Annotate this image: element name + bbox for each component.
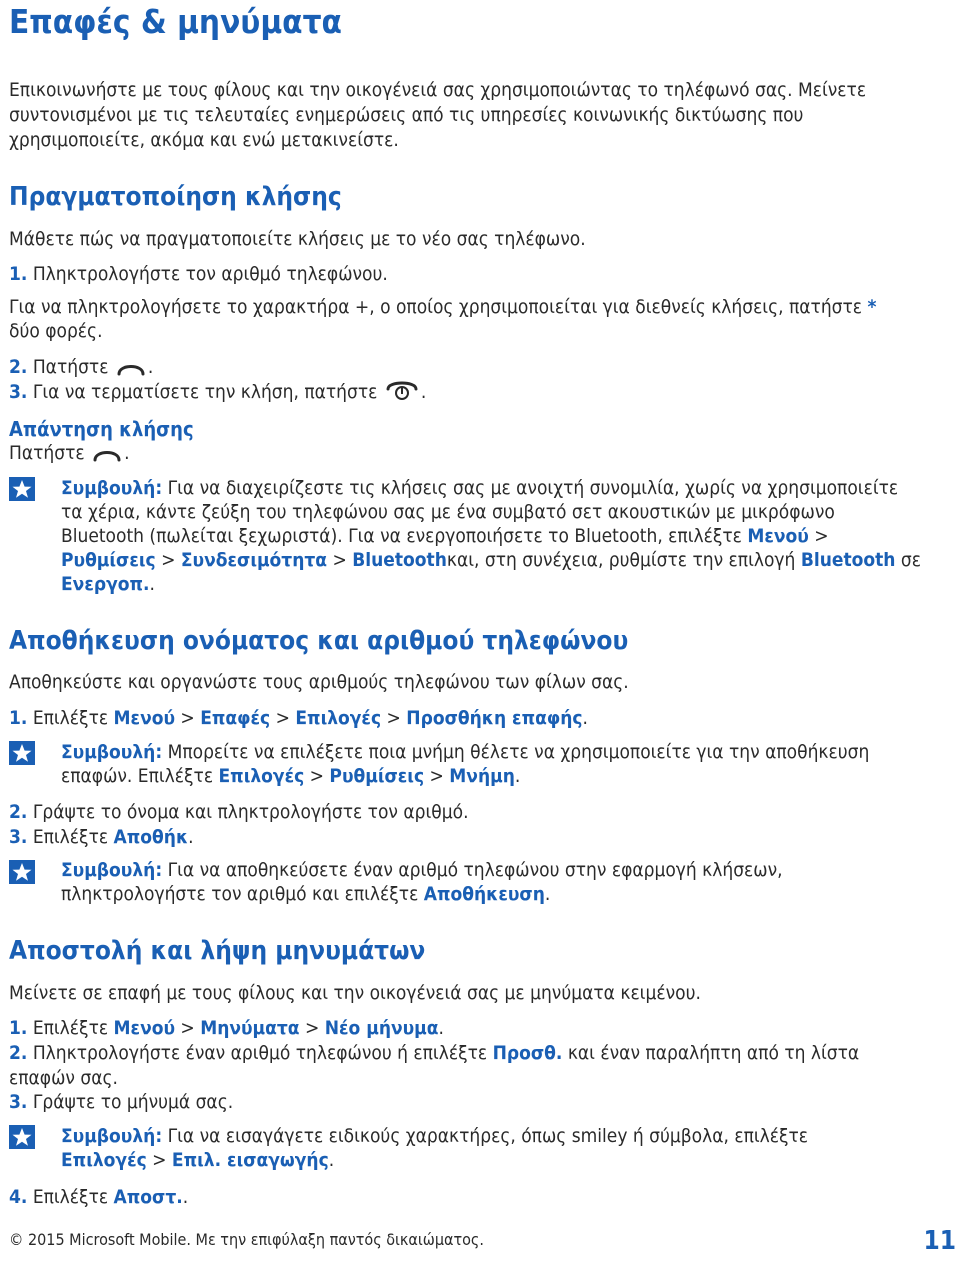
save-tip2-line-1: Συμβουλή: Για να αποθηκεύσετε έναν αριθμό τηλεφώνου στην εφαρμογή κλήσεων,: [61, 859, 783, 881]
messages-tip-line-2: Επιλογές > Επιλ. εισαγωγής.: [61, 1149, 335, 1171]
save-step-1: 1. Επιλέξτε Μενού > Επαφές > Επιλογές > Προσθήκη επαφής.: [9, 707, 588, 729]
star-icon: [9, 741, 35, 765]
messages-step-4: 4. Επιλέξτε Αποστ..: [9, 1186, 189, 1208]
page-number: 11: [923, 1226, 956, 1256]
save-step-3: 3. Επιλέξτε Αποθήκ.: [9, 826, 194, 848]
save-heading: Αποθήκευση ονόματος και αριθμού τηλεφώνου: [9, 626, 629, 656]
star-icon: [9, 477, 35, 501]
copyright-footer: © 2015 Microsoft Mobile. Με την επιφύλαξη παντός δικαιώματος.: [9, 1230, 484, 1249]
calls-tip-line-4: Ρυθμίσεις > Συνδεσιμότητα > Bluetoothκαι, στη συνέχεια, ρυθμίστε την επιλογή Bluetooth σε: [61, 549, 921, 571]
calls-lead: Μάθετε πώς να πραγματοποιείτε κλήσεις με το νέο σας τηλέφωνο.: [9, 228, 586, 250]
intro-line-1: Επικοινωνήστε με τους φίλους και την οικογένειά σας χρησιμοποιώντας το τηλέφωνό σας. Μείνετε: [9, 79, 867, 101]
calls-step-3: 3. Για να τερματίσετε την κλήση, πατήστε .: [9, 380, 426, 407]
messages-step-1: 1. Επιλέξτε Μενού > Μηνύματα > Νέο μήνυμα.: [9, 1017, 444, 1039]
calls-heading: Πραγματοποίηση κλήσης: [9, 182, 342, 212]
calls-note-line-2: δύο φορές.: [9, 320, 103, 342]
intro-line-2: συντονισμένοι με τις τελευταίες ενημερώσεις από τις υπηρεσίες κοινωνικής δικτύωσης που: [9, 104, 804, 126]
end-key-icon: [385, 381, 419, 407]
call-key-icon: [92, 444, 122, 468]
star-icon: [9, 860, 35, 884]
save-lead: Αποθηκεύστε και οργανώστε τους αριθμούς τηλεφώνου των φίλων σας.: [9, 671, 629, 693]
calls-tip-line-5: Ενεργοπ..: [61, 573, 155, 595]
calls-step-2: 2. Πατήστε .: [9, 355, 153, 382]
calls-tip-line-3: Bluetooth (πωλείται ξεχωριστά). Για να ενεργοποιήσετε το Bluetooth, επιλέξτε Μενού >: [61, 525, 829, 547]
save-tip1-line-1: Συμβουλή: Μπορείτε να επιλέξετε ποια μνήμη θέλετε να χρησιμοποιείτε για την αποθήκευση: [61, 741, 870, 763]
call-key-icon: [116, 358, 146, 382]
messages-lead: Μείνετε σε επαφή με τους φίλους και την οικογένειά σας με μηνύματα κειμένου.: [9, 982, 701, 1004]
answer-heading: Απάντηση κλήσης: [9, 417, 194, 441]
messages-step-2: 2. Πληκτρολογήστε έναν αριθμό τηλεφώνου ή επιλέξτε Προσθ. και έναν παραλήπτη από τη λίστα: [9, 1042, 860, 1064]
save-tip1-line-2: επαφών. Επιλέξτε Επιλογές > Ρυθμίσεις > Μνήμη.: [61, 765, 521, 787]
star-icon: [9, 1125, 35, 1149]
messages-step-3: 3. Γράψτε το μήνυμά σας.: [9, 1091, 234, 1113]
calls-tip-line-2: τα χέρια, κάντε ζεύξη του τηλεφώνου σας με ένα συμβατό σετ ακουστικών με μικρόφωνο: [61, 501, 835, 523]
calls-tip-line-1: Συμβουλή: Για να διαχειρίζεστε τις κλήσεις σας με ανοιχτή συνομιλία, χωρίς να χρησιμοποιείτε: [61, 477, 899, 499]
calls-note-line-1: Για να πληκτρολογήσετε το χαρακτήρα +, ο οποίος χρησιμοποιείται για διεθνείς κλήσεις, πατήστε *: [9, 296, 877, 318]
messages-tip-line-1: Συμβουλή: Για να εισαγάγετε ειδικούς χαρακτήρες, όπως smiley ή σύμβολα, επιλέξτε: [61, 1125, 809, 1147]
intro-line-3: χρησιμοποιείτε, ακόμα και ενώ μετακινείστε.: [9, 129, 399, 151]
calls-step-1: 1. Πληκτρολογήστε τον αριθμό τηλεφώνου.: [9, 263, 388, 285]
answer-text: Πατήστε .: [9, 441, 130, 468]
save-step-2: 2. Γράψτε το όνομα και πληκτρολογήστε τον αριθμό.: [9, 801, 469, 823]
page-title: Επαφές & μηνύματα: [9, 2, 342, 41]
messages-heading: Αποστολή και λήψη μηνυμάτων: [9, 936, 426, 966]
save-tip2-line-2: πληκτρολογήστε τον αριθμό και επιλέξτε Αποθήκευση.: [61, 883, 551, 905]
messages-step-2-line-2: επαφών σας.: [9, 1067, 118, 1089]
